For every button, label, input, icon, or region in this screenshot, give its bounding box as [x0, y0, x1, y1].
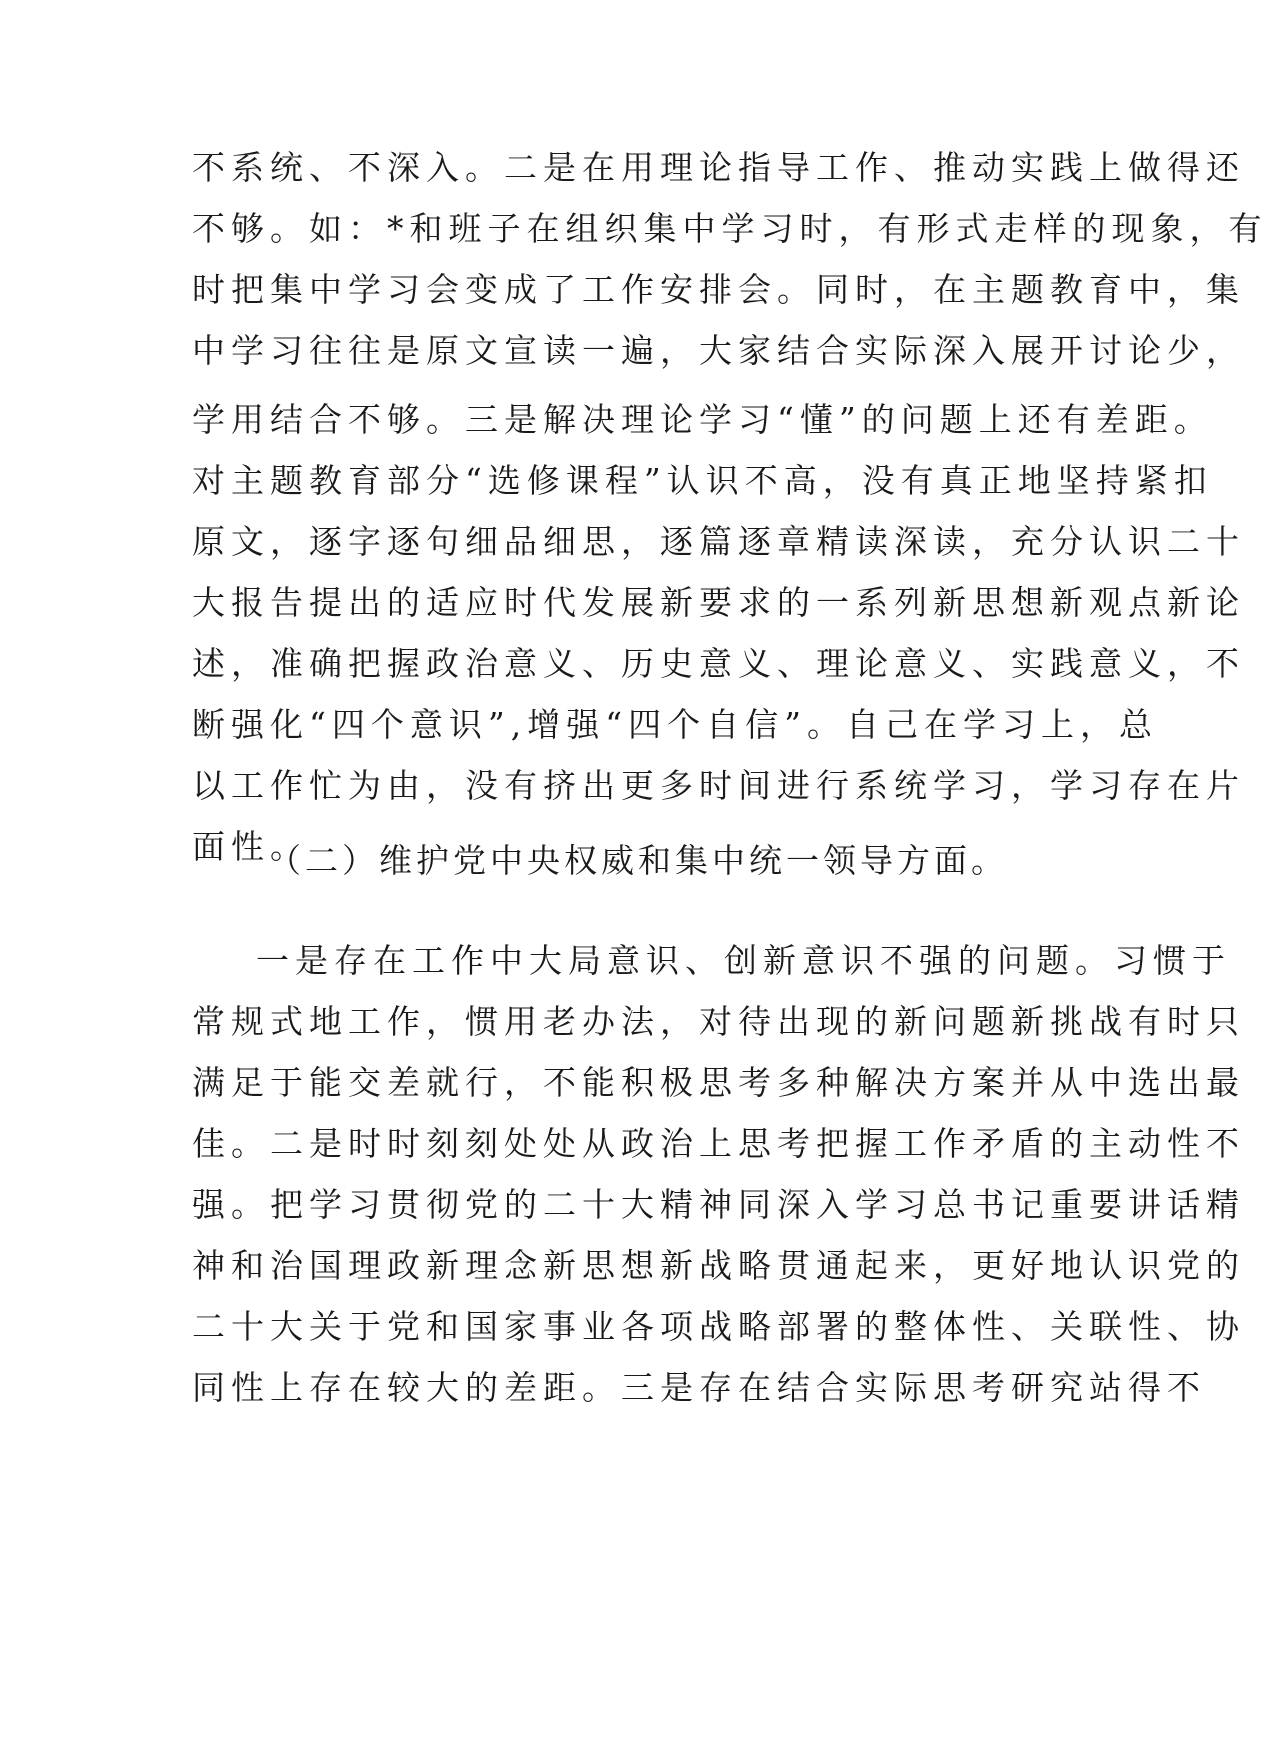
text-line: 一是存在工作中大局意识、创新意识不强的问题。习惯于: [256, 941, 1231, 980]
text-line: 不系统、不深入。二是在用理论指导工作、推动实践上做得还: [192, 148, 1245, 187]
text-line: 时把集中学习会变成了工作安排会。同时，在主题教育中，集: [192, 270, 1245, 309]
section-heading: [192, 830, 1052, 891]
text-line: 以工作忙为由，没有挤出更多时间进行系统学习，学习存在片: [192, 766, 1245, 805]
text-line: 大报告提出的适应时代发展新要求的一系列新思想新观点新论: [192, 583, 1245, 622]
text-line: 满足于能交差就行，不能积极思考多种解决方案并从中选出最: [192, 1063, 1245, 1102]
text-line: 二十大关于党和国家事业各项战略部署的整体性、关联性、协: [192, 1307, 1245, 1346]
text-line: 述，准确把握政治意义、历史意义、理论意义、实践意义，不: [192, 644, 1245, 683]
text-line: 同性上存在较大的差距。三是存在结合实际思考研究站得不: [192, 1368, 1206, 1407]
text-line: 对主题教育部分“选修课程”认识不高，没有真正地坚持紧扣: [192, 461, 1213, 500]
text-line: 面性。: [192, 827, 309, 866]
text-line: 常规式地工作，惯用老办法，对待出现的新问题新挑战有时只: [192, 1002, 1245, 1041]
section-heading-text: （二）维护党中央权威和集中统一领导方面。: [268, 841, 1008, 880]
text-line: 学用结合不够。三是解决理论学习“懂”的问题上还有差距。: [192, 400, 1213, 439]
text-line: 神和治国理政新理念新思想新战略贯通起来，更好地认识党的: [192, 1246, 1245, 1285]
text-line: 强。把学习贯彻党的二十大精神同深入学习总书记重要讲话精: [192, 1185, 1245, 1224]
text-line: 不够。如：*和班子在组织集中学习时，有形式走样的现象，有: [192, 209, 1268, 248]
text-line: 断强化“四个意识”,增强“四个自信”。自己在学习上，总: [192, 705, 1158, 744]
paragraph-2: [192, 930, 1245, 1418]
text-line: 原文，逐字逐句细品细思，逐篇逐章精读深读，充分认识二十: [192, 522, 1245, 561]
text-line: 佳。二是时时刻刻处处从政治上思考把握工作矛盾的主动性不: [192, 1124, 1245, 1163]
text-line: 中学习往往是原文宣读一遍，大家结合实际深入展开讨论少，: [192, 331, 1245, 370]
paragraph-1: [192, 137, 1268, 877]
